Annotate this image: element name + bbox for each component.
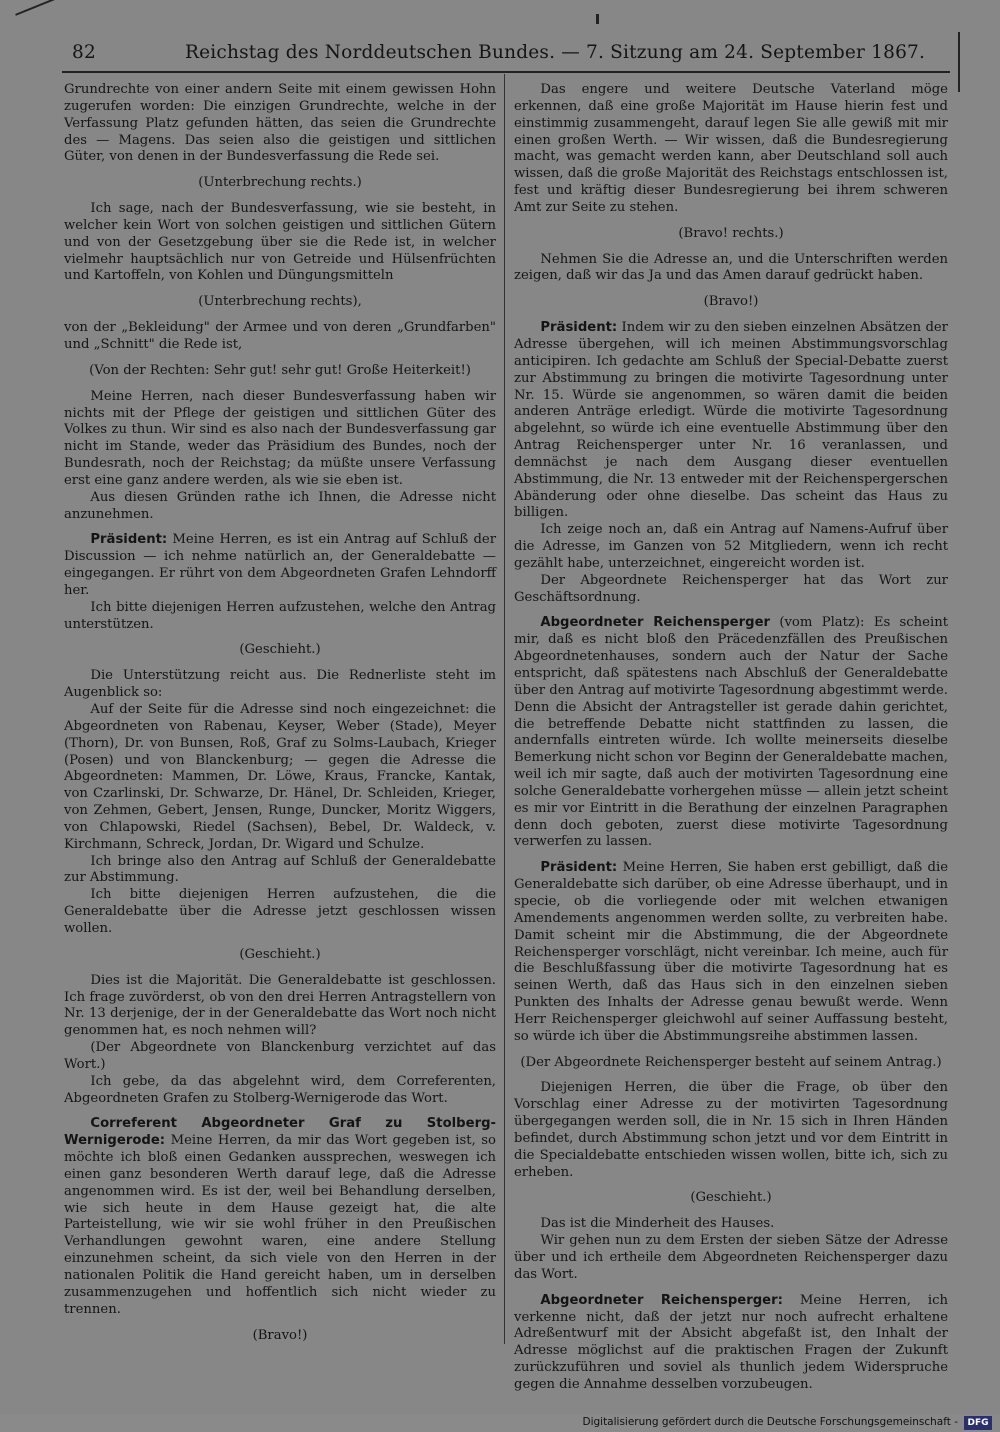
speaker-name: Präsident:: [540, 860, 618, 876]
stage-direction: [64, 294, 496, 311]
speaker-name: Abgeordneter Reichensperger: [540, 615, 771, 631]
running-title: Reichstag des Norddeutschen Bundes. — 7. Sitzung am 24. September 1867.: [185, 42, 926, 63]
paragraph: [514, 1216, 948, 1233]
stage-direction: [64, 175, 496, 192]
paragraph-text: (Der Abgeordnete von Blanckenburg verzichtet auf das Wort.): [64, 1040, 496, 1072]
paragraph-text: Ich sage, nach der Bundesverfassung, wie sie besteht, in welcher kein Wort von solchen geistigen und sittlichen Gütern und von der Gesetzgebung über sie die Rede ist, in welcher vielmehr hauptsächlich nur von Getreide und Hülsenfrüchten und Kartoffeln, von Kohlen und Düngungsmitteln: [64, 201, 496, 284]
paragraph-text: (Geschieht.): [239, 642, 321, 658]
speech-paragraph: [514, 320, 948, 522]
paragraph-text: (Bravo!): [703, 294, 759, 310]
paragraph: [64, 854, 496, 888]
paragraph: [64, 490, 496, 524]
paragraph-text: Ich gebe, da das abgelehnt wird, dem Correferenten, Abgeordneten Grafen zu Stolberg-Wernigerode das Wort.: [64, 1073, 496, 1106]
paragraph: [64, 82, 496, 166]
paragraph-text: Indem wir zu den sieben einzelnen Absätzen der Adresse übergehen, will ich meinen Abstimmungsvorschlag anticipiren. Ich gedachte am Schluß der Special-Debatte zuerst zur Abstimmung zu bringen die motivirte Tagesordnung unter Nr. 15. Würde sie angenommen, so wären damit die beiden anderen Anträge erledigt. Würde die motivirte Tagesordnung abgelehnt, so würde ich eine eventuelle Abstimmung über den Antrag Reichensperger unter Nr. 16 veranlassen, und demnächst je nach dem Ausgang dieser eventuellen Abstimmung, die Nr. 13 entweder mit der Reichenspergerschen Abänderung oder ohne dieselbe. Das scheint das Haus zu billigen.: [514, 320, 948, 521]
paragraph-text: Der Abgeordnete Reichensperger hat das Wort zur Geschäftsordnung.: [514, 572, 948, 605]
scan-mark: [596, 14, 599, 24]
paragraph-text: (Geschieht.): [239, 946, 321, 962]
paragraph-text: Ich bringe also den Antrag auf Schluß der Generaldebatte zur Abstimmung.: [64, 853, 496, 886]
paragraph-text: Wir gehen nun zu dem Ersten der sieben Sätze der Adresse über und ich ertheile dem Abgeordneten Reichensperger dazu das Wort.: [514, 1233, 948, 1282]
paragraph-text: Diejenigen Herren, die über die Frage, ob über den Vorschlag einer Adresse zu der motivirten Tagesordnung übergegangen werden soll, die in Nr. 15 sich in Ihren Händen befindet, durch Abstimmung schon jetzt und vor dem Eintritt in die Specialdebatte entschieden wissen wollen, bitte ich, sich zu erheben.: [514, 1080, 948, 1180]
paragraph-text: Meine Herren, es ist ein Antrag auf Schluß der Discussion — ich nehme natürlich an, der Generaldebatte — eingegangen. Er rührt von dem Abgeordneten Grafen Lehndorff her.: [64, 532, 496, 598]
stage-direction: [64, 363, 496, 380]
paragraph: [64, 201, 496, 285]
speaker-name: Correferent Abgeordneter Graf zu Stolberg-Wernigerode:: [64, 1116, 496, 1149]
paragraph: [514, 1080, 948, 1181]
stage-direction: [514, 1055, 948, 1072]
footer-bar: [0, 1414, 1000, 1432]
paragraph-text: Ich zeige noch an, daß ein Antrag auf Namens-Aufruf über die Adresse, im Ganzen von 52 Mitgliedern, wenn ich recht gezählt habe, unterzeichnet, eingereicht worden ist.: [514, 522, 948, 571]
paragraph-text: (Unterbrechung rechts),: [198, 294, 362, 310]
paragraph: [514, 1233, 948, 1284]
paragraph: [64, 702, 496, 854]
dfg-logo: DFG: [964, 1416, 992, 1430]
paragraph: [64, 389, 496, 490]
footer-credit: Digitalisierung gefördert durch die Deutsche Forschungsgemeinschaft -: [582, 1416, 958, 1428]
paragraph-text: Ich bitte diejenigen Herren aufzustehen, die die Generaldebatte über die Adresse jetzt geschlossen wissen wollen.: [64, 887, 496, 936]
paragraph: [64, 1074, 496, 1108]
paragraph: [64, 887, 496, 938]
header-rule: [62, 71, 950, 73]
paragraph-text: von der „Bekleidung" der Armee und von deren „Grundfarben" und „Schnitt" die Rede ist,: [64, 320, 496, 352]
paragraph-text: Grundrechte von einer andern Seite mit einem gewissen Hohn zugerufen worden: Die einzigen Grundrechte, welche in der Verfassung Platz gefunden hätten, das seien die Grundrechte des — Magens. Das seien also die geistigen und sittlichen Güter, von denen in der Bundesverfassung die Rede sei.: [64, 82, 496, 165]
paragraph-text: Auf der Seite für die Adresse sind noch eingezeichnet: die Abgeordneten von Rabenau, Keyser, Weber (Stade), Meyer (Thorn), Dr. von Bunsen, Roß, Graf zu Solms-Laubach, Krieger (Posen) und von Blanckenburg; — gegen die Adresse die Abgeordneten: Mammen, Dr. Löwe, Kraus, Francke, Kantak, von Czarlinski, Dr. Schwarze, Dr. Hänel, Dr. Schleiden, Krieger, von Zehmen, Gebert, Jensen, Runge, Duncker, Moritz Wiggers, von Chlapowski, Riedel (Sachsen), Bebel, Dr. Waldeck, v. Kirchmann, Schreck, Jordan, Dr. Wigard und Schulze.: [64, 702, 496, 852]
paragraph-text: (Geschieht.): [690, 1190, 772, 1206]
paragraph-text: (vom Platz): Es scheint mir, daß es nicht bloß den Präcedenzfällen des Preußischen Abgeordnetenhauses, sondern auch der Natur der Sache entspricht, daß spätestens nach Abschluß der Generaldebatte über den Antrag auf motivirte Tagesordnung abgestimmt werde. Denn die Absicht der Antragsteller ist gerade dahin gerichtet, die betreffende Debatte nicht stattfinden zu lassen, die andernfalls eintreten würde. Ich wollte meinerseits dieselbe Bemerkung nicht schon vor Beginn der Generaldebatte machen, weil ich mir sagte, daß auch der motivirten Tagesordnung eine solche Generaldebatte vorhergehen müsse — allein jetzt scheint es mir vor Eintritt in die Berathung der einzelnen Paragraphen denn doch geboten, zuerst diese motivirte Tagesordnung verwerfen zu lassen.: [514, 615, 948, 850]
right-column: [514, 82, 948, 1394]
paragraph: [64, 320, 496, 354]
paragraph-text: (Unterbrechung rechts.): [198, 175, 362, 191]
paragraph-text: (Bravo!): [252, 1327, 308, 1343]
paragraph-text: Nehmen Sie die Adresse an, und die Unterschriften werden zeigen, daß wir das Ja und das Amen darauf gedrückt haben.: [514, 251, 948, 284]
paragraph: [64, 973, 496, 1040]
paragraph-text: Meine Herren, Sie haben erst gebilligt, daß die Generaldebatte sich darüber, ob eine Adresse überhaupt, und in specie, ob die vorliegende oder mit welchen etwanigen Amendements angenommen werden sollte, zu verbreiten habe. Damit scheint mir die Abstimmung, die der Abgeordnete Reichensperger vorschlägt, nicht vereinbar. Ich meine, auch für die Beschlußfassung über die motivirte Tagesordnung hat es seinen Werth, daß das Haus sich in den einzelnen sieben Punkten des Inhalts der Adresse genau bewußt werde. Wenn Herr Reichensperger gleichwohl auf seiner Auffassung besteht, so würde ich über die Abstimmungsreihe abstimmen lassen.: [514, 860, 948, 1044]
scan-mark: [15, 0, 55, 16]
paragraph-text: (Von der Rechten: Sehr gut! sehr gut! Große Heiterkeit!): [89, 362, 471, 378]
speaker-name: Abgeordneter Reichensperger:: [540, 1292, 783, 1308]
paragraph-text: Die Unterstützung reicht aus. Die Rednerliste steht im Augenblick so:: [64, 668, 496, 701]
stage-direction: [64, 642, 496, 659]
stage-direction: [64, 947, 496, 964]
speaker-name: Präsident:: [540, 320, 618, 336]
speech-paragraph: [64, 1116, 496, 1318]
paragraph-text: Das engere und weitere Deutsche Vaterland möge erkennen, daß eine große Majorität im Hause hierin fest und einstimmig zusammengeht, darauf legen Sie alle gewiß mit mir einen großen Werth. — Wir wissen, daß die Bundesregierung macht, was gemacht werden kann, aber Deutschland soll auch wissen, daß die große Majorität des Reichstags entschlossen ist, fest und kräftig dieser Bundesregierung bei ihrem schweren Amt zur Seite zu stehen.: [514, 82, 948, 215]
stage-direction: [514, 294, 948, 311]
paragraph: [514, 522, 948, 573]
paragraph-text: (Bravo! rechts.): [678, 225, 784, 241]
speaker-name: Präsident:: [90, 532, 168, 548]
paragraph-text: Das ist die Minderheit des Hauses.: [540, 1216, 775, 1232]
page-number: 82: [72, 42, 96, 63]
paragraph: [514, 82, 948, 217]
speech-paragraph: [514, 860, 948, 1045]
stage-direction: [514, 226, 948, 243]
speech-paragraph: [514, 1293, 948, 1394]
paragraph-text: Dies ist die Majorität. Die Generaldebatte ist geschlossen. Ich frage zuvörderst, ob von den drei Herren Antragstellern von Nr. 13 derjenige, der in der Generaldebatte das Wort noch nicht genommen hat, es noch nehmen will?: [64, 972, 496, 1039]
stage-direction: [514, 1190, 948, 1207]
paragraph: [64, 600, 496, 634]
paragraph-text: (Der Abgeordnete Reichensperger besteht auf seinem Antrag.): [520, 1054, 942, 1070]
paragraph: [64, 1040, 496, 1074]
page-edge: [958, 32, 960, 92]
paragraph-text: Meine Herren, ich verkenne nicht, daß der jetzt nur noch aufrecht erhaltene Adreßentwurf mit der Absicht abgefaßt ist, den Inhalt der Adresse möglichst auf die praktischen Fragen der Zukunft zurückzuführen und soviel als thunlich jedem Widerspruche gegen die Annahme desselben vorzubeugen.: [514, 1292, 948, 1392]
paragraph-text: Meine Herren, da mir das Wort gegeben ist, so möchte ich bloß einen Gedanken aussprechen, weswegen ich einen ganz besonderen Werth darauf lege, daß die Adresse angenommen wird. Es ist der, weil bei Behandlung derselben, wie sich heute in dem Hause gezeigt hat, die alte Parteistellung, wie wir sie wohl früher in den Preußischen Verhandlungen gewohnt waren, eine andere Stellung einzunehmen scheint, da sich viele von den Herren in der nationalen Politik die Hand gereicht haben, um in derselben zusammenzugehen und hoffentlich sich nicht wieder zu trennen.: [64, 1133, 496, 1317]
paragraph: [514, 573, 948, 607]
speech-paragraph: [64, 532, 496, 599]
page-header: [72, 42, 952, 72]
speech-paragraph: [514, 615, 948, 851]
paragraph-text: Meine Herren, nach dieser Bundesverfassung haben wir nichts mit der Pflege der geistigen und sittlichen Güter des Volkes zu thun. Wir sind es also nach der Bundesverfassung gar nicht im Stande, weder das Präsidium des Bundes, noch der Bundesrath, noch der Reichstag; da müßte unsere Verfassung erst eine ganz andere werden, als wie sie eben ist.: [64, 388, 496, 488]
paragraph: [514, 252, 948, 286]
paragraph: [64, 668, 496, 702]
column-divider: [504, 74, 505, 1344]
stage-direction: [64, 1328, 496, 1345]
left-column: [64, 82, 496, 1353]
paragraph-text: Ich bitte diejenigen Herren aufzustehen, welche den Antrag unterstützen.: [64, 599, 496, 632]
paragraph-text: Aus diesen Gründen rathe ich Ihnen, die Adresse nicht anzunehmen.: [64, 489, 496, 522]
